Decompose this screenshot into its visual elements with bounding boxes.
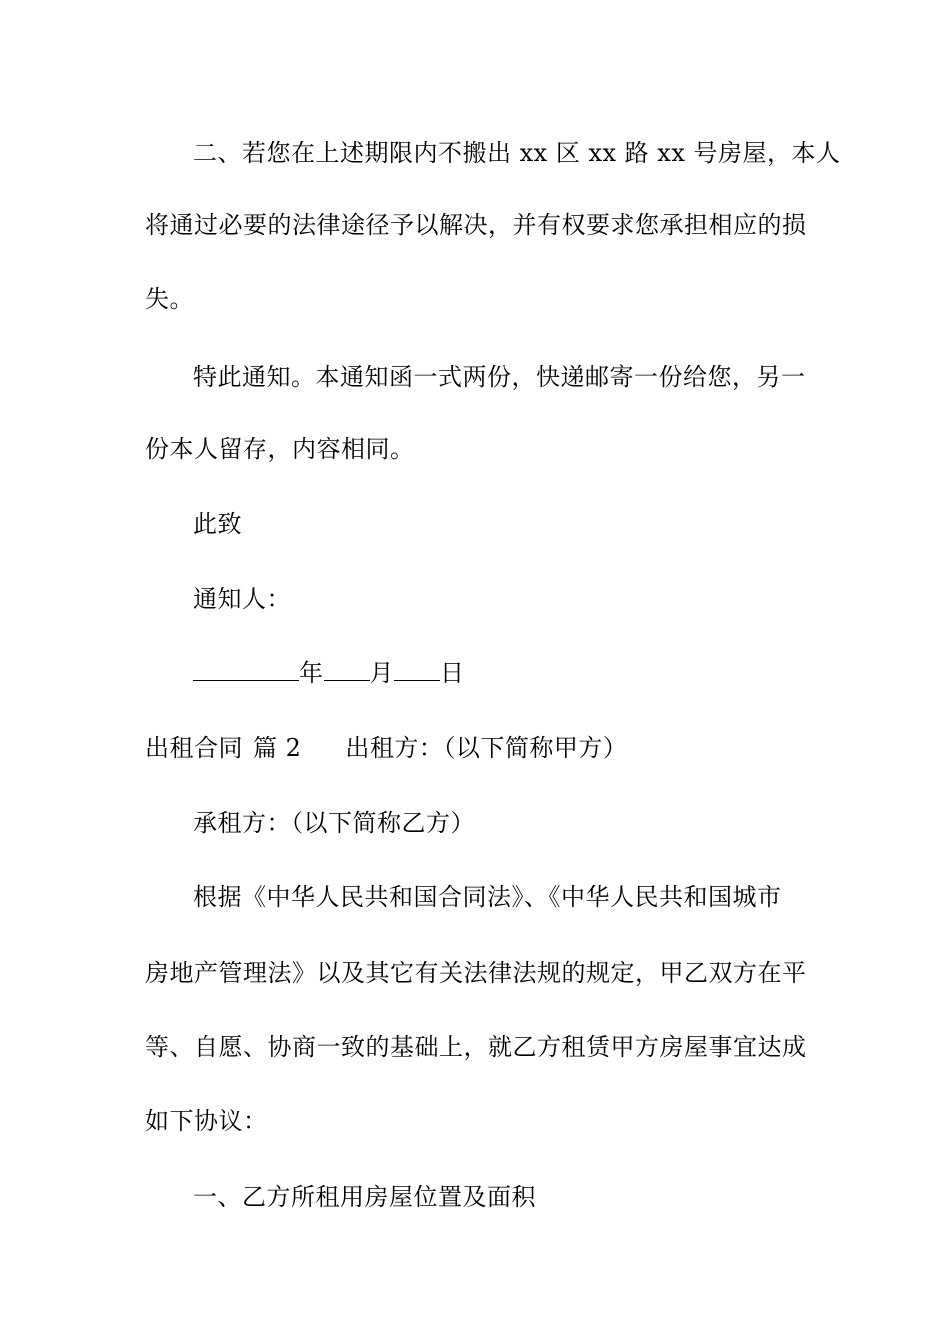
year-label: 年 xyxy=(299,659,324,687)
day-label: 日 xyxy=(440,659,465,687)
lessee-label: 承租方：（以下简称乙方） xyxy=(193,809,475,837)
closing-salutation: 此致 xyxy=(193,510,242,538)
paragraph-line: 特此通知。本通知函一式两份，快递邮寄一份给您，另一 xyxy=(193,363,806,391)
paragraph-line: 等、自愿、协商一致的基础上，就乙方租赁甲方房屋事宜达成 xyxy=(145,1033,807,1061)
year-blank xyxy=(193,658,299,681)
paragraph-line: 份本人留存，内容相同。 xyxy=(145,435,415,463)
paragraph-line: 将通过必要的法律途径予以解决，并有权要求您承担相应的损 xyxy=(145,211,807,239)
section-heading-line xyxy=(145,733,627,763)
clause-heading: 一、乙方所租用房屋位置及面积 xyxy=(193,1183,536,1211)
paragraph-line: 根据《中华人民共和国合同法》、《中华人民共和国城市 xyxy=(193,883,782,911)
day-blank xyxy=(394,658,440,681)
paragraph-line: 如下协议： xyxy=(145,1107,268,1135)
paragraph-line: 失。 xyxy=(145,285,194,313)
section-part: 篇 2 xyxy=(253,734,302,762)
paragraph-line: 二、若您在上述期限内不搬出 xx 区 xx 路 xx 号房屋，本人 xyxy=(193,139,841,167)
month-label: 月 xyxy=(369,659,394,687)
section-title: 出租合同 xyxy=(145,734,243,762)
lessor-label: 出租方：（以下简称甲方） xyxy=(345,734,628,762)
date-line xyxy=(193,658,465,688)
notifier-label: 通知人： xyxy=(193,585,291,613)
paragraph-line: 房地产管理法》以及其它有关法律法规的规定，甲乙双方在平 xyxy=(145,959,807,987)
month-blank xyxy=(324,658,370,681)
